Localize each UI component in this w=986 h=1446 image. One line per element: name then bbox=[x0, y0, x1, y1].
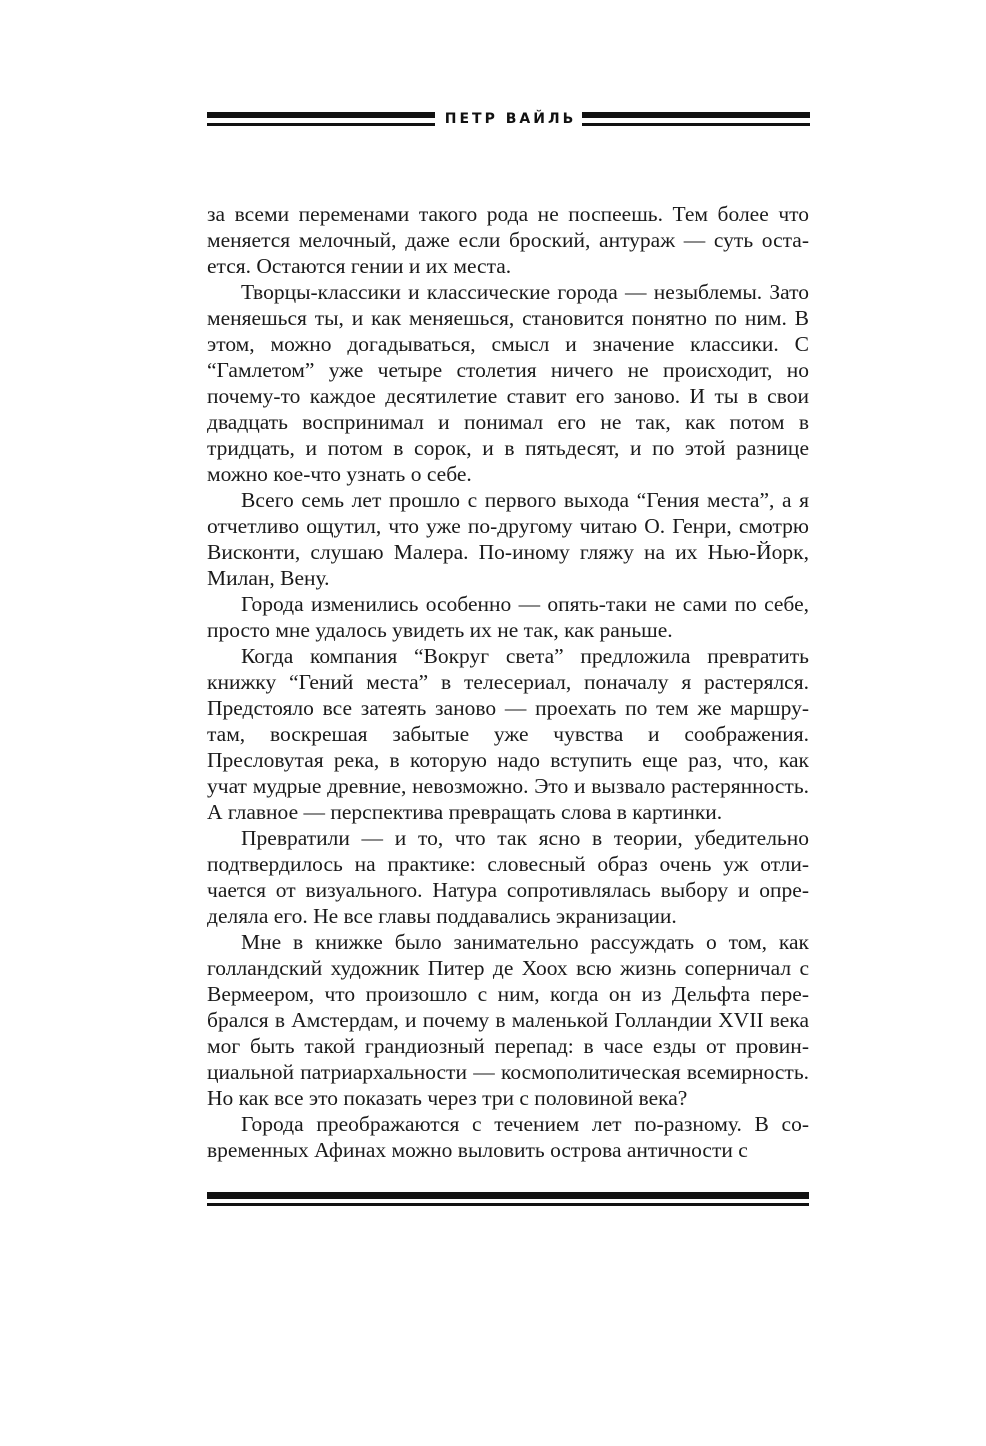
paragraph: Творцы-классики и классические города — незыблемы. Зато меняешься ты, и как меняешься, становится понятно по ним. В этом, можно догадываться, смысл и значение классики. С “Гамлетом” уже четыре столетия ничего не происходит, но почему-то каждое десятилетие ставит его заново. И ты в свои двадцать воспринимал и понимал его не так, как потом в тридцать, и потом в сорок, и в пятьдесят, и по этой разнице можно кое-что узнать о себе. bbox=[207, 280, 809, 486]
paragraph: за всеми переменами такого рода не поспеешь. Тем более что меняется мелочный, даже если броский, антураж — суть остается. Остаются гении и их места. bbox=[207, 202, 809, 278]
paragraph: Мне в книжке было занимательно рассуждать о том, как голландский художник Питер де Хоох всю жизнь соперничал с Вермеером, что произошло с ним, когда он из Дельфта перебрался в Амстердам, и почему в маленькой Голландии XVII века мог быть такой грандиозный перепад: в часе езды от провинциальной патриархальности — космополитическая всемирность. Но как все это показать через три с половиной века? bbox=[207, 930, 809, 1110]
paragraph: Города изменились особенно — опять-таки не сами по себе, просто мне удалось увидеть их не так, как раньше. bbox=[207, 592, 809, 642]
body-text bbox=[207, 201, 809, 1163]
paragraph: Всего семь лет прошло с первого выхода “Гения места”, а я отчетливо ощутил, что уже по-другому читаю О. Генри, смотрю Висконти, слушаю Малера. По-иному гляжу на их Нью-Йорк, Милан, Вену. bbox=[207, 488, 809, 590]
paragraph: Когда компания “Вокруг света” предложила превратить книжку “Гений места” в телесериал, поначалу я растерялся. Предстояло все затеять заново — проехать по тем же маршрутам, воскрешая забытые уже чувства и соображения. Пресловутая река, в которую надо вступить еще раз, что, как учат мудрые древние, невозможно. Это и вызвало растерянность. А главное — перспектива превращать слова в картинки. bbox=[207, 644, 809, 824]
running-head bbox=[207, 108, 810, 130]
paragraph: Города преображаются с течением лет по-разному. В современных Афинах можно выловить острова античности с bbox=[207, 1112, 809, 1162]
header-rule-right bbox=[582, 112, 810, 126]
header-rule-left bbox=[207, 112, 435, 126]
footer-rule bbox=[207, 1192, 809, 1206]
running-head-title: ПЕТР ВАЙЛЬ bbox=[444, 111, 577, 127]
paragraph: Превратили — и то, что так ясно в теории, убедительно подтвердилось на практике: словесный образ очень уж отличается от визуального. Натура сопротивлялась выбору и определяла его. Не все главы поддавались экранизации. bbox=[207, 826, 809, 928]
